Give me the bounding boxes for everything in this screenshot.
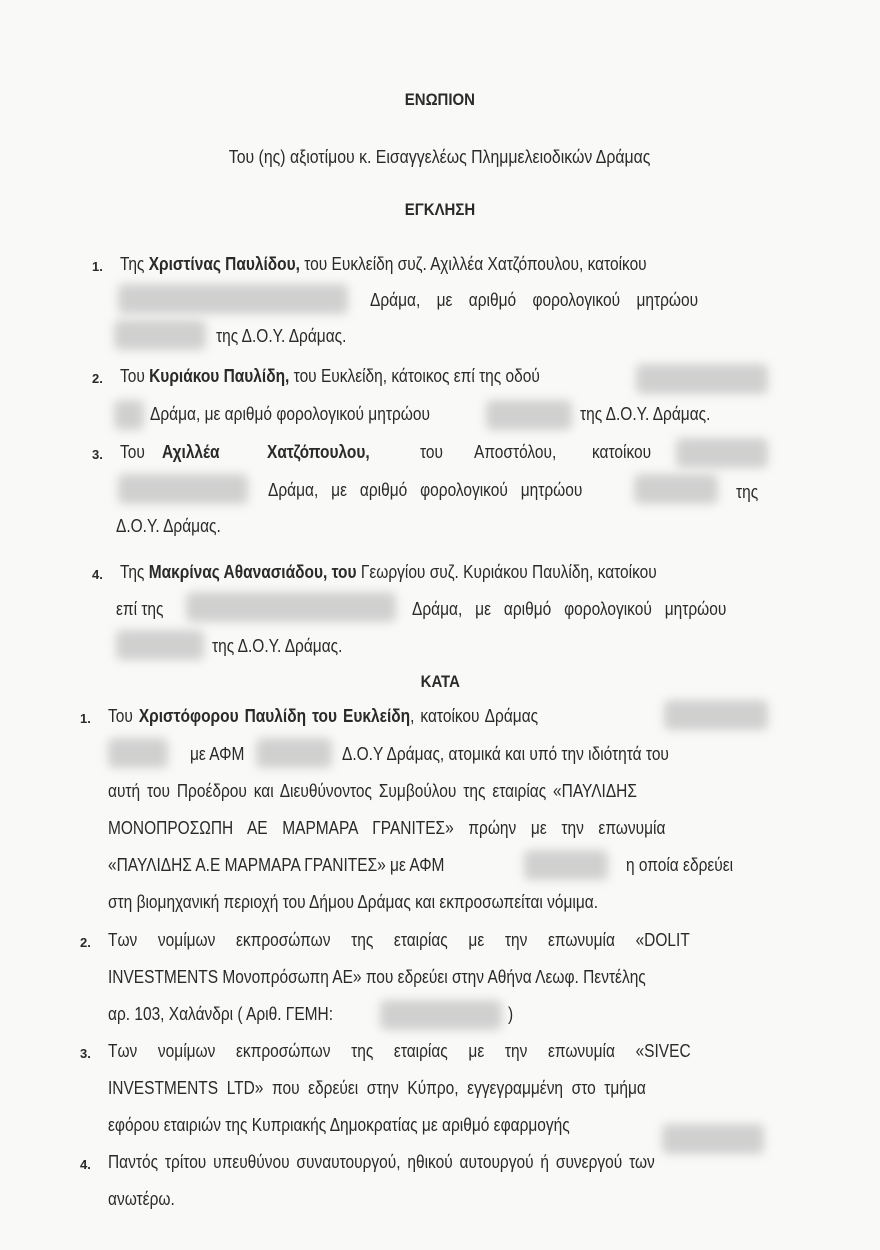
complainant-4-line-1: Της Μακρίνας Αθανασιάδου, του Γεωργίου συζ. Κυριάκου Παυλίδη, κατοίκου xyxy=(120,562,657,582)
complainant-1-line-3: της Δ.Ο.Υ. Δράμας. xyxy=(216,326,347,346)
addressee-line: Του (ης) αξιοτίμου κ. Εισαγγελέως Πλημμελειοδικών Δράμας xyxy=(229,147,651,167)
complainant-4-line-2: Δράμα, με αριθμό φορολογικού μητρώου xyxy=(412,599,727,619)
redacted-address xyxy=(676,438,768,468)
redacted-address xyxy=(118,284,348,314)
complainant-last-name: Χατζόπουλου, xyxy=(267,442,370,462)
word: Του xyxy=(120,442,145,462)
complainant-2-line-1: Του Κυριάκου Παυλίδη, του Ευκλείδη, κάτοικος επί της οδού xyxy=(120,366,540,386)
complainant-1-line-2: Δράμα, με αριθμό φορολογικού μητρώου xyxy=(370,290,699,310)
defendant-1-line-3: αυτή του Προέδρου και Διευθύνοντος Συμβούλου της εταιρίας «ΠΑΥΛΙΔΗΣ xyxy=(108,781,637,801)
word: με ΑΦΜ xyxy=(190,744,245,764)
redacted-street-number xyxy=(114,400,144,430)
word: της xyxy=(736,482,759,502)
redacted-address xyxy=(664,700,768,730)
defendant-4-line-1: Παντός τρίτου υπευθύνου συναυτουργού, ηθικού αυτουργού ή συνεργού των xyxy=(108,1152,655,1172)
closing-paren: ) xyxy=(508,1004,514,1024)
word: Αποστόλου, xyxy=(474,442,557,462)
defendant-1-line-2: Δ.Ο.Υ Δράμας, ατομικά και υπό την ιδιότητά του xyxy=(342,744,669,764)
item-number: 2. xyxy=(80,935,91,950)
complainant-name: Κυριάκου Παυλίδη, xyxy=(149,366,290,386)
redacted-tax-number xyxy=(486,400,572,430)
defendant-1-line-6: στη βιομηχανική περιοχή του Δήμου Δράμας και εκπροσωπείται νόμιμα. xyxy=(108,892,599,912)
defendant-2-line-2: INVESTMENTS Μονοπρόσωπη ΑΕ» που εδρεύει στην Αθήνα Λεωφ. Πεντέλης xyxy=(108,967,646,987)
complainant-4-line-3: της Δ.Ο.Υ. Δράμας. xyxy=(212,636,343,656)
word: του xyxy=(420,442,443,462)
redacted-company-afm xyxy=(524,850,608,880)
word: επί της xyxy=(116,599,164,619)
redacted-tax-number xyxy=(114,320,206,350)
item-number: 3. xyxy=(80,1046,91,1061)
redacted-address xyxy=(118,474,248,504)
complainant-name: Μακρίνας Αθανασιάδου, του xyxy=(148,562,357,582)
defendant-2-line-1: Των νομίμων εκπροσώπων της εταιρίας με την επωνυμία «DOLIT xyxy=(108,930,690,950)
complainant-2-line-2a: Δράμα, με αριθμό φορολογικού μητρώου xyxy=(150,404,430,424)
defendant-2-line-3: αρ. 103, Χαλάνδρι ( Αριθ. ΓΕΜΗ: xyxy=(108,1004,334,1024)
word: κατοίκου xyxy=(592,442,652,462)
heading-enopion: ΕΝΩΠΙΟΝ xyxy=(404,90,476,109)
defendant-1-line-5b: η οποία εδρεύει xyxy=(626,855,734,875)
item-number: 4. xyxy=(80,1157,91,1172)
redacted-tax-number xyxy=(634,474,718,504)
defendant-3-line-2: INVESTMENTS LTD» που εδρεύει στην Κύπρο, εγγεγραμμένη στο τμήμα xyxy=(108,1078,646,1098)
redacted-registration-number xyxy=(662,1124,764,1154)
item-number: 2. xyxy=(92,371,103,386)
complainant-3-line-3: Δ.Ο.Υ. Δράμας. xyxy=(116,516,221,536)
item-number: 1. xyxy=(92,259,103,274)
complainant-3-line-2: Δράμα, με αριθμό φορολογικού μητρώου xyxy=(268,480,583,500)
defendant-4-line-2: ανωτέρω. xyxy=(108,1189,175,1209)
complainant-1-line-1: Της Χριστίνας Παυλίδου, του Ευκλείδη συζ. Αχιλλέα Χατζόπουλου, κατοίκου xyxy=(120,254,647,274)
heading-kata: ΚΑΤΑ xyxy=(420,672,460,691)
defendant-1-line-1: Του Χριστόφορου Παυλίδη του Ευκλείδη, κατοίκου Δράμας xyxy=(108,706,539,726)
defendant-1-line-5a: «ΠΑΥΛΙΔΗΣ Α.Ε ΜΑΡΜΑΡΑ ΓΡΑΝΙΤΕΣ» με ΑΦΜ xyxy=(108,855,445,875)
redacted-afm xyxy=(256,738,332,768)
redacted-address xyxy=(186,592,396,622)
item-number: 4. xyxy=(92,567,103,582)
complainant-name: Χριστίνας Παυλίδου, xyxy=(148,254,300,274)
defendant-1-line-4: ΜΟΝΟΠΡΟΣΩΠΗ ΑΕ ΜΑΡΜΑΡΑ ΓΡΑΝΙΤΕΣ» πρώην με την επωνυμία xyxy=(108,818,666,838)
redacted-address xyxy=(108,738,168,768)
heading-egklisi: ΕΓΚΛΗΣΗ xyxy=(404,200,476,219)
defendant-3-line-3: εφόρου εταιριών της Κυπριακής Δημοκρατίας με αριθμό εφαρμογής xyxy=(108,1115,570,1135)
item-number: 1. xyxy=(80,711,91,726)
redacted-street xyxy=(636,364,768,394)
redacted-gemi-number xyxy=(380,1000,502,1030)
complainant-first-name: Αχιλλέα xyxy=(162,442,220,462)
item-number: 3. xyxy=(92,447,103,462)
defendant-name: Χριστόφορου Παυλίδη του Ευκλείδη xyxy=(138,706,411,726)
redacted-tax-number xyxy=(116,630,204,660)
defendant-3-line-1: Των νομίμων εκπροσώπων της εταιρίας με την επωνυμία «SIVEC xyxy=(108,1041,691,1061)
complainant-2-line-2b: της Δ.Ο.Υ. Δράμας. xyxy=(580,404,711,424)
